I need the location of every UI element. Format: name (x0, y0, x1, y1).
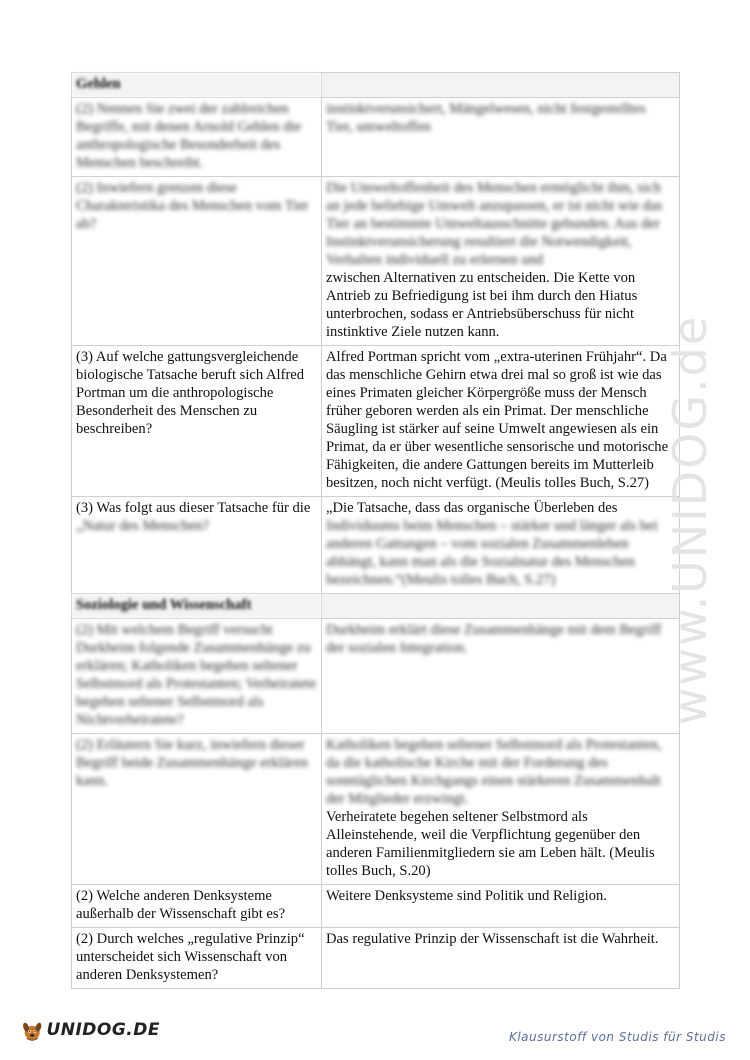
answer-blurred-part: Die Umweltoffenheit des Menschen ermöglicht ihm, sich an jede beliebige Umwelt anzupassen, er ist nicht wie das Tier an bestimmte Umweltausschnitte gebunden. Aus der Instinktverunsicherung resultiert die Notwendigkeit, Verhalten individuell zu erlernen und (326, 180, 663, 268)
question-cell: (2) Erläutern Sie kurz, inwiefern dieser Begriff beide Zusammenhänge erklären kann. (72, 734, 322, 885)
watermark-text: www.UNIDOG.de (663, 314, 717, 726)
answer-cell: Das regulative Prinzip der Wissenschaft ist die Wahrheit. (322, 928, 680, 989)
table-row (72, 98, 680, 177)
question-clear-part: (3) Was folgt aus dieser Tatsache für die (76, 500, 311, 516)
answer-cell (322, 177, 680, 346)
table-row (72, 734, 680, 885)
footer-slogan: Klausurstoff von Studis für Studis (508, 1030, 726, 1044)
table-row (72, 177, 680, 346)
watermark (660, 300, 720, 740)
question-cell (72, 497, 322, 594)
answer-cell (322, 497, 680, 594)
question-blurred-part: „Natur des Menschen? (76, 518, 209, 534)
question-cell: (2) Durch welches „regulative Prinzip“ unterscheidet sich Wissenschaft von anderen Denksystemen? (72, 928, 322, 989)
table-row (72, 619, 680, 734)
question-cell: (3) Auf welche gattungsvergleichende biologische Tatsache beruft sich Alfred Portman um die anthropologische Besonderheit des Menschen zu beschreiben? (72, 346, 322, 497)
table-row (72, 497, 680, 594)
answer-clear-part: zwischen Alternativen zu entscheiden. Die Kette von Antrieb zu Befriedigung ist bei ihm durch den Hiatus unterbrochen, sodass er Antriebsüberschuss für nicht instinktive Ziele nutzen kann. (326, 270, 638, 340)
answer-cell: Alfred Portman spricht vom „extra-uterinen Frühjahr“. Da das menschliche Gehirn etwa drei mal so groß ist wie das eines Primaten gleicher Körpergröße muss der Mensch früher geboren werden als ein Primat. Der menschliche Säugling ist stärker auf seine Umwelt angewiesen als ein Primat, da er über wesentliche sensorische und motorische Fähigkeiten, die andere Gattungen bereits im Mutterleib besitzen, noch nicht verfügt. (Meulis tolles Buch, S.27) (322, 346, 680, 497)
table-row (72, 346, 680, 497)
answer-clear-part: „Die Tatsache, dass das organische Überleben des (326, 500, 618, 516)
section-row-soziologie (72, 594, 680, 619)
table-row (72, 928, 680, 989)
question-cell: (2) Inwiefern grenzen diese Charakteristika des Menschen vom Tier ab? (72, 177, 322, 346)
table-row (72, 885, 680, 928)
section-heading: Soziologie und Wissenschaft (72, 594, 322, 619)
answer-blurred-part: Katholiken begehen seltener Selbstmord als Protestanten, da die katholische Kirche mit der Forderung des sonntäglichen Kirchgangs einen stärkeren Zusammenhalt der Mitglieder erzwingt. (326, 737, 662, 807)
section-empty-cell (322, 73, 680, 98)
dog-logo-icon (20, 1012, 44, 1048)
section-empty-cell (322, 594, 680, 619)
question-cell: (2) Nennen Sie zwei der zahlreichen Begriffe, mit denen Arnold Gehlen die anthropologische Besonderheit des Menschen beschreibt. (72, 98, 322, 177)
question-cell: (2) Mit welchem Begriff versucht Durkheim folgende Zusammenhänge zu erklären; Katholiken begehen seltener Selbstmord als Protestanten; Verheiratete begehen seltener Selbstmord als Nichtverheiratete? (72, 619, 322, 734)
section-row-gehlen (72, 73, 680, 98)
answer-cell (322, 734, 680, 885)
answer-cell: Weitere Denksysteme sind Politik und Religion. (322, 885, 680, 928)
section-heading: Gehlen (72, 73, 322, 98)
footer-brand: UNIDOG.DE (46, 1020, 160, 1040)
answer-cell: Durkheim erklärt diese Zusammenhänge mit dem Begriff der sozialen Integration. (322, 619, 680, 734)
footer-logo (20, 1010, 160, 1050)
answer-clear-part: Verheiratete begehen seltener Selbstmord als Alleinstehende, weil die Verpflichtung gegenüber den anderen Familienmitgliedern sie am Leben hält. (Meulis tolles Buch, S.20) (326, 809, 655, 879)
answer-cell: instinktverunsichert, Mängelwesen, nicht festgestelltes Tier, umweltoffen (322, 98, 680, 177)
question-cell: (2) Welche anderen Denksysteme außerhalb der Wissenschaft gibt es? (72, 885, 322, 928)
worksheet-table (71, 72, 680, 989)
answer-blurred-part: Individuums beim Menschen – stärker und länger als bei anderen Gattungen – vom sozialen Zusammenleben abhängt, kann man als die Sozialnatur des Menschen bezeichnen.“(Meulis tolles Buch, S.27) (326, 518, 658, 588)
